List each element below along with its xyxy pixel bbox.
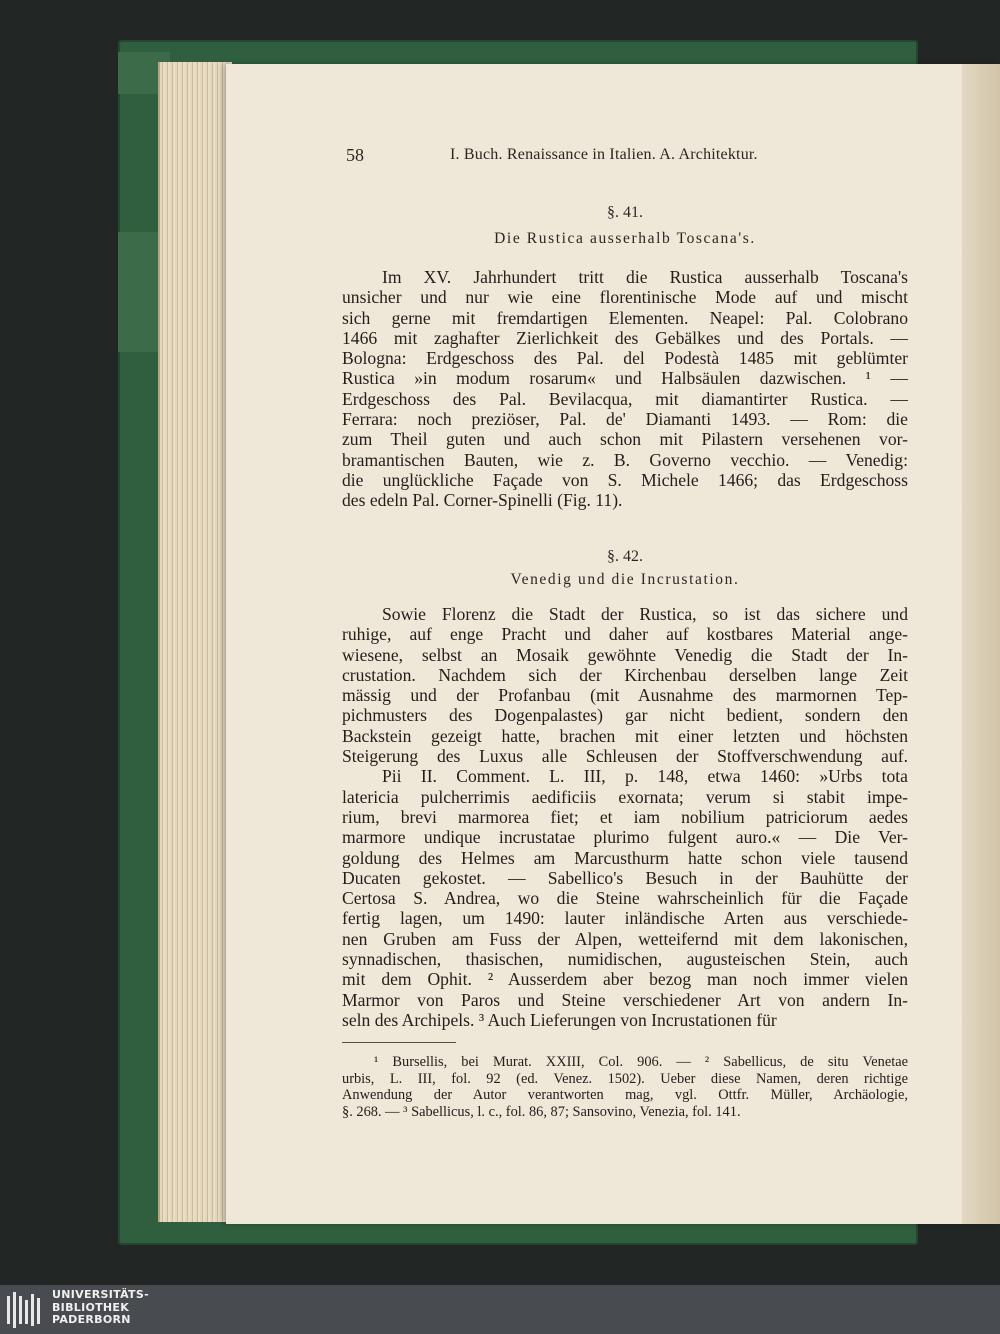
section-42-line: crustation. Nachdem sich der Kirchenbau derselben lange Zeit — [342, 664, 908, 685]
section-42-line: Ducaten gekostet. — Sabellico's Besuch in der Bauhütte der — [342, 867, 908, 888]
page-stack-edge — [158, 62, 232, 1222]
section-41-line: Rustica »in modum rosarum« und Halbsäulen dazwischen. ¹ — — [342, 368, 908, 389]
page-number: 58 — [346, 145, 364, 165]
section-42-line: rium, brevi marmorea fiet; et iam nobilium patriciorum aedes — [342, 806, 908, 827]
section-41-line: unsicher und nur wie eine florentinische Mode auf und mischt — [342, 287, 908, 308]
section-42-line: Certosa S. Andrea, wo die Steine wahrscheinlich für die Façade — [342, 888, 908, 909]
library-footer — [0, 1285, 1000, 1334]
section-42-line: Steigerung des Luxus alle Schleusen der Stoffverschwendung auf. — [342, 746, 908, 767]
section-41-title: Die Rustica ausserhalb Toscana's. — [494, 230, 756, 247]
section-42-body — [342, 604, 908, 1030]
section-41-body — [342, 267, 908, 511]
section-41-line: Erdgeschoss des Pal. Bevilacqua, mit diamantirter Rustica. — — [342, 388, 908, 409]
section-42-line: pichmusters des Dogenpalastes) gar nicht bedient, sondern den — [342, 705, 908, 726]
footnote-line: Anwendung der Autor verantworten mag, vgl. Ottfr. Müller, Archäologie, — [342, 1087, 908, 1104]
section-42-line: marmore undique incrustatae plurimo fulgent auro.« — Die Ver- — [342, 827, 908, 848]
section-41-line: Bologna: Erdgeschoss des Pal. del Podestà 1485 mit geblümter — [342, 348, 908, 369]
section-41-line: Im XV. Jahrhundert tritt die Rustica ausserhalb Toscana's — [382, 267, 908, 287]
footnote-line: urbis, L. III, fol. 92 (ed. Venez. 1502). Ueber diese Namen, deren richtige — [342, 1070, 908, 1087]
section-42-number: §. 42. — [607, 548, 643, 565]
section-42-line: nen Gruben am Fuss der Alpen, wetteifernd mit dem lakonischen, — [342, 928, 908, 949]
section-42-line: ruhige, auf enge Pracht und daher auf kostbares Material ange- — [342, 624, 908, 645]
library-logo-icon — [6, 1290, 44, 1330]
section-42-line: seln des Archipels. ³ Auch Lieferungen von Incrustationen für — [342, 1009, 777, 1030]
library-name-line: UNIVERSITÄTS- — [52, 1288, 149, 1301]
section-42-line: Backstein gezeigt hatte, brachen mit einer letzten und höchsten — [342, 725, 908, 746]
section-42-line: fertig lagen, um 1490: lauter inländische Arten aus verschiede- — [342, 908, 908, 929]
section-42-line: mit dem Ophit. ² Ausserdem aber bezog man noch immer vielen — [342, 969, 908, 990]
section-41-line: die unglückliche Façade von S. Michele 1466; das Erdgeschoss — [342, 469, 908, 490]
section-41-line: 1466 mit zaghafter Zierlichkeit des Gebälkes und des Portals. — — [342, 327, 908, 348]
section-42-line: latericia pulcherrimis aedificiis exornata; verum si stabit impe- — [342, 786, 908, 807]
footnote-line: ¹ Bursellis, bei Murat. XXIII, Col. 906. — ² Sabellicus, de situ Venetae — [374, 1054, 908, 1070]
section-41-line: Ferrara: noch preziöser, Pal. de' Diamanti 1493. — Rom: die — [342, 409, 908, 430]
library-name-line: PADERBORN — [52, 1313, 131, 1326]
section-41-line: sich gerne mit fremdartigen Elementen. Neapel: Pal. Colobrano — [342, 307, 908, 328]
footnote-rule — [342, 1042, 456, 1043]
facing-page-edge — [962, 64, 1000, 1224]
section-41-line: zum Theil guten und auch schon mit Pilastern versehenen vor- — [342, 429, 908, 450]
section-42-line: Sowie Florenz die Stadt der Rustica, so ist das sichere und — [382, 604, 908, 624]
section-41-number: §. 41. — [607, 204, 643, 221]
section-42-line: goldung des Helmes am Marcusthurm hatte schon viele tausend — [342, 847, 908, 868]
section-42-line: Marmor von Paros und Steine verschiedener Art von andern In- — [342, 989, 908, 1010]
footnotes — [342, 1054, 908, 1120]
footnote-line: §. 268. — ³ Sabellicus, l. c., fol. 86, 87; Sansovino, Venezia, fol. 141. — [342, 1103, 741, 1120]
section-42-line: synnadischen, thasischen, numidischen, augusteischen Stein, auch — [342, 949, 908, 970]
section-42-line: wiesene, selbst an Mosaik gewöhnte Venedig die Stadt der In- — [342, 644, 908, 665]
section-41-line: des edeln Pal. Corner-Spinelli (Fig. 11). — [342, 490, 623, 511]
section-42-line: mässig und der Profanbau (mit Ausnahme des marmornen Tep- — [342, 685, 908, 706]
section-42-line: Pii II. Comment. L. III, p. 148, etwa 1460: »Urbs tota — [382, 766, 908, 787]
section-41-line: bramantischen Bauten, wie z. B. Governo vecchio. — Venedig: — [342, 449, 908, 470]
library-name — [52, 1289, 149, 1327]
running-title: I. Buch. Renaissance in Italien. A. Architektur. — [450, 146, 758, 163]
library-name-line: BIBLIOTHEK — [52, 1300, 130, 1314]
section-42-title: Venedig und die Incrustation. — [510, 571, 740, 588]
